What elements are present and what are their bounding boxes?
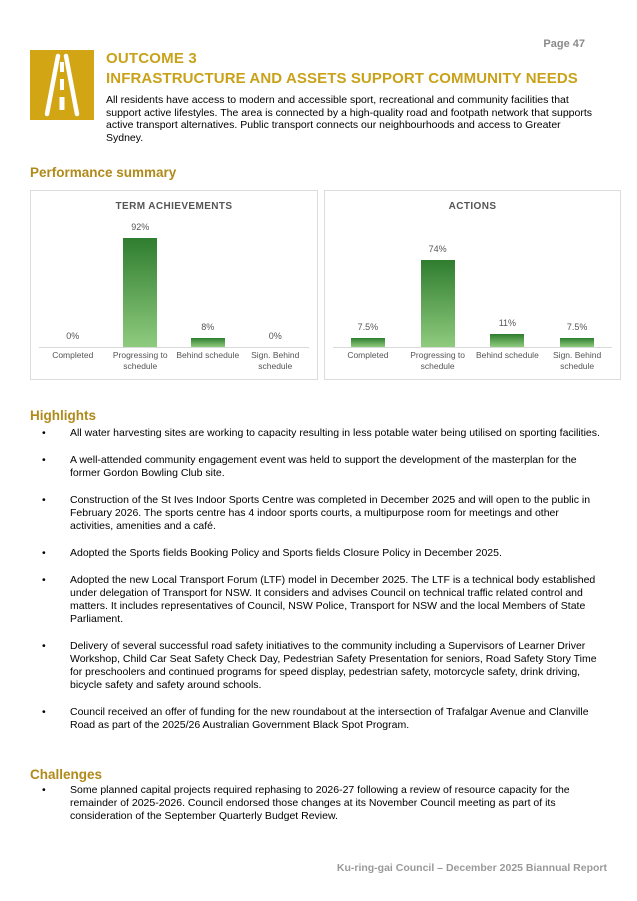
list-item: • Delivery of several successful road safety initiatives to the community including a Supervisors of Learner Driver Workshop, Child Car Seat Safety Check Day, Pedestrian Safety Presentation for seniors, Road Safety Story Time for preschoolers and continued programs for speed display, pedestrian safety, motorcycle safety, drink driving, bicycle safety and safety around schools. bbox=[30, 640, 600, 692]
list-item: • A well-attended community engagement event was held to support the development of the masterplan for the former Gordon Bowling Club site. bbox=[30, 454, 600, 480]
list-item: • All water harvesting sites are working to capacity resulting in less potable water being utilised on sporting facilities. bbox=[30, 427, 600, 440]
bar-progressing-to-schedule bbox=[421, 260, 455, 347]
data-label: 7.5% bbox=[566, 322, 588, 333]
page-number: Page 47 bbox=[543, 38, 585, 50]
tick-label: Sign. Behind schedule bbox=[553, 350, 602, 371]
data-label: 11% bbox=[498, 318, 517, 329]
list-item: • Adopted the new Local Transport Forum (LTF) model in December 2025. The LTF is a technical body established under delegation of Transport for NSW. It considers and advises Council on technical traffic related control and matters. It includes representatives of Council, NSW Police, Transport for NSW and the local Members of State Parliament. bbox=[30, 574, 600, 626]
footer: Ku-ring-gai Council – December 2025 Biannual Report bbox=[336, 862, 607, 874]
tick-label: Completed bbox=[52, 350, 94, 360]
tick-label: Behind schedule bbox=[176, 350, 240, 360]
bar-sign-behind-schedule bbox=[560, 338, 594, 347]
data-label: 92% bbox=[131, 222, 150, 233]
tick-label: Behind schedule bbox=[475, 350, 539, 360]
data-label: 0% bbox=[66, 331, 80, 341]
road-icon bbox=[30, 50, 94, 120]
list-item: • Construction of the St Ives Indoor Sports Centre was completed in December 2025 and will open to the public in February 2026. The sports centre has 4 indoor sports courts, a multipurpose room for meetings and other activities, amenities and a café. bbox=[30, 494, 600, 533]
x-axis-line bbox=[39, 347, 309, 348]
bar-behind-schedule bbox=[490, 334, 524, 347]
tick-label: Completed bbox=[347, 350, 389, 360]
outcome-label: OUTCOME 3 bbox=[106, 50, 197, 67]
bar-completed bbox=[351, 338, 385, 347]
highlights-heading: Highlights bbox=[30, 408, 96, 423]
term-achievements-chart bbox=[30, 190, 318, 380]
actions-chart bbox=[324, 190, 621, 380]
outcome-title: INFRASTRUCTURE AND ASSETS SUPPORT COMMUNITY NEEDS bbox=[106, 70, 578, 87]
bar-behind-schedule bbox=[191, 338, 225, 347]
tick-label: Progressing to schedule bbox=[410, 350, 466, 371]
data-label: 7.5% bbox=[357, 322, 379, 333]
tick-label: Progressing to schedule bbox=[112, 350, 168, 371]
data-label: 8% bbox=[201, 321, 215, 332]
challenges-list bbox=[30, 784, 600, 823]
data-label: 0% bbox=[268, 331, 282, 341]
outcome-description: All residents have access to modern and accessible sport, recreational and community facilities that support active lifestyles. The area is connected by a high-quality road and footpath network that supports active transport alternatives. Public transport connects our neighbourhoods and access to Greater Sydney. bbox=[106, 94, 593, 144]
challenges-heading: Challenges bbox=[30, 767, 103, 782]
chart-title: ACTIONS bbox=[448, 201, 497, 212]
x-axis-line bbox=[333, 347, 612, 348]
performance-heading: Performance summary bbox=[30, 165, 177, 180]
data-label: 74% bbox=[428, 243, 447, 254]
highlights-list bbox=[30, 427, 600, 732]
list-item: • Some planned capital projects required rephasing to 2026-27 following a review of resource capacity for the remainder of 2025-2026. Council endorsed those changes at its November Council meeting as part of its consideration of the September Quarterly Budget Review. bbox=[30, 784, 600, 823]
chart-title: TERM ACHIEVEMENTS bbox=[115, 201, 233, 212]
bar-progressing-to-schedule bbox=[123, 238, 157, 347]
list-item: • Council received an offer of funding for the new roundabout at the intersection of Trafalgar Avenue and Clanville Road as part of the 2025/26 Australian Government Black Spot Program. bbox=[30, 706, 600, 732]
tick-label: Sign. Behind schedule bbox=[251, 350, 300, 371]
list-item: • Adopted the Sports fields Booking Policy and Sports fields Closure Policy in December 2025. bbox=[30, 547, 600, 560]
